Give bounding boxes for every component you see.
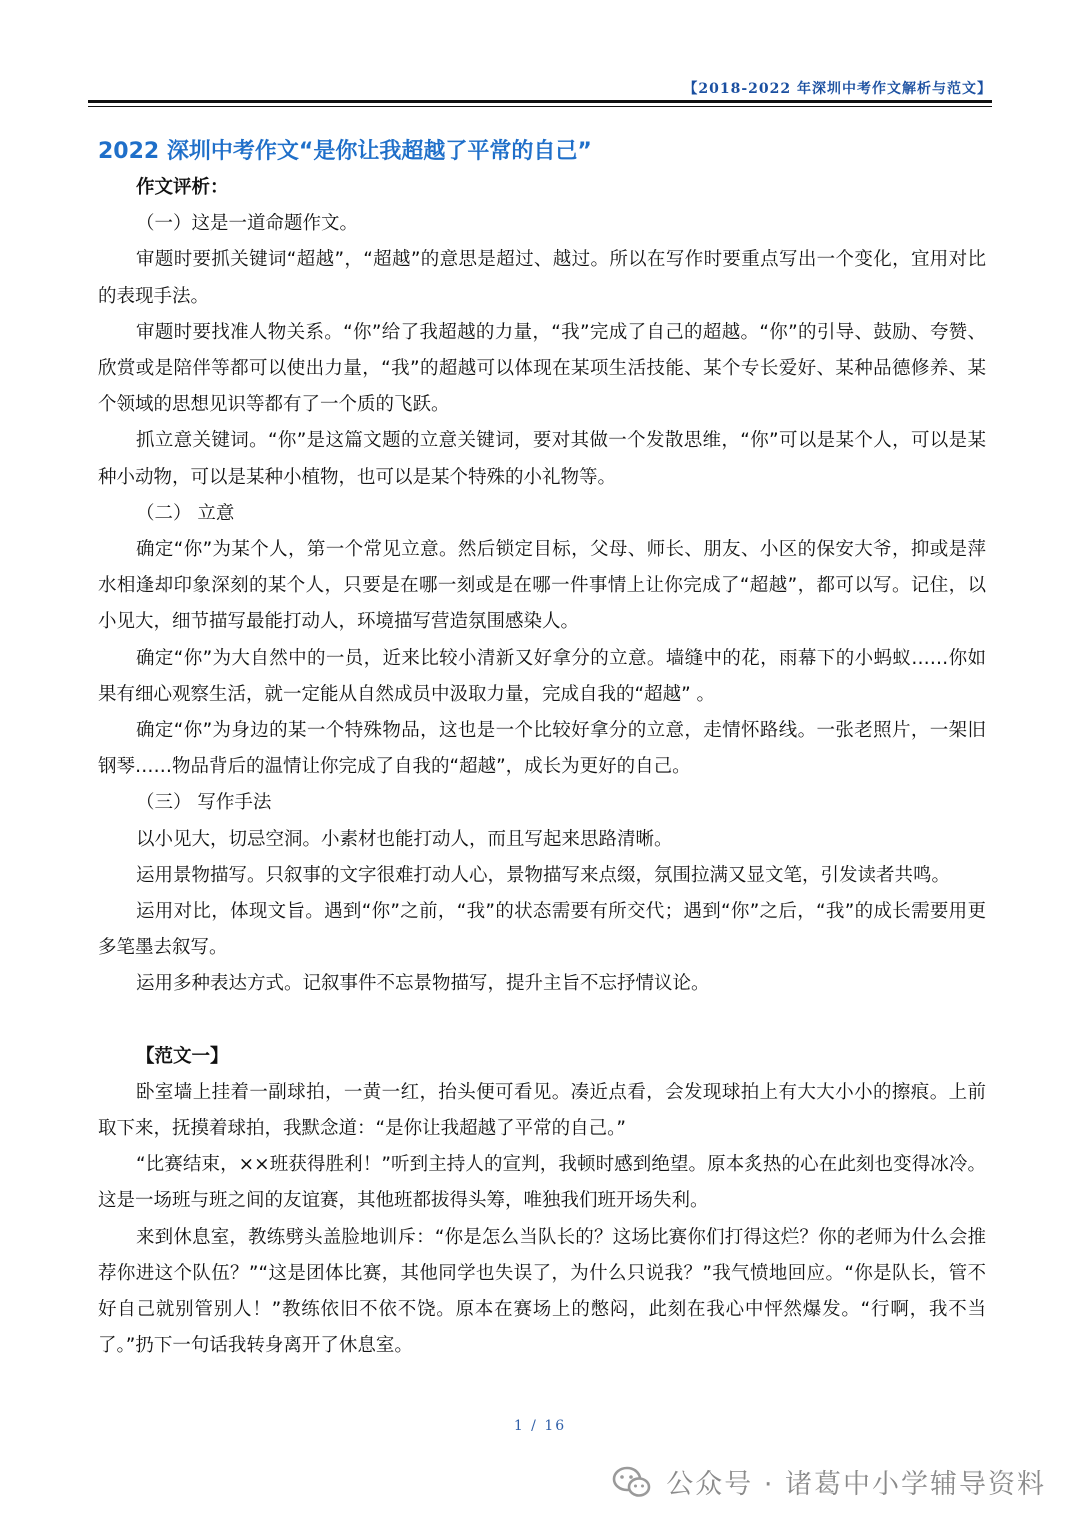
page-number: 1 / 16 [513, 1418, 567, 1434]
header-rule-thin [88, 106, 992, 107]
paragraph: 运用对比，体现文旨。遇到“你”之前，“我”的状态需要有所交代；遇到“你”之后，“我”的成长需要用更多笔墨去叙写。 [98, 901, 986, 959]
wechat-icon [612, 1465, 652, 1499]
essay-paragraph: 来到休息室，教练劈头盖脸地训斥：“你是怎么当队长的？这场比赛你们打得这烂？你的老师为什么会推荐你进这个队伍？”“这是团体比赛，其他同学也失误了，为什么只说我？”我气愤地回应。“你是队长，管不好自己就别管别人！”教练依旧不依不饶。原本在赛场上的憋闷，此刻在我心中怦然爆发。“行啊，我不当了。”扔下一句话我转身离开了休息室。 [98, 1226, 986, 1357]
section-gap [98, 1003, 986, 1039]
paragraph: （二） 立意 [136, 502, 235, 524]
article-title: 2022 深圳中考作文“是你让我超越了平常的自己” [98, 139, 592, 164]
paragraph: 确定“你”为大自然中的一员，近来比较小清新又好拿分的立意。墙缝中的花，雨幕下的小蚂蚁……你如果有细心观察生活，就一定能从自然成员中汲取力量，完成自我的“超越” 。 [98, 647, 986, 705]
paragraph: 运用多种表达方式。记叙事件不忘景物描写，提升主旨不忘抒情议论。 [136, 973, 710, 995]
paragraph: （三） 写作手法 [136, 792, 272, 814]
paragraph: （一）这是一道命题作文。 [136, 213, 359, 235]
essay-heading: 【范文一】 [136, 1045, 229, 1067]
paragraph: 以小见大，切忌空洞。小素材也能打动人，而且写起来思路清晰。 [136, 828, 673, 850]
document-body [98, 134, 986, 1365]
section-heading: 作文评析： [136, 177, 229, 198]
watermark-text: 公众号 · 诸葛中小学辅导资料 [666, 1469, 1046, 1500]
watermark [612, 1462, 1046, 1501]
paragraph: 确定“你”为某个人，第一个常见立意。然后锁定目标，父母、师长、朋友、小区的保安大爷，抑或是萍水相逢却印象深刻的某个人，只要是在哪一刻或是在哪一件事情上让你完成了“超越”，都可以写。记住，以小见大，细节描写最能打动人，环境描写营造氛围感染人。 [98, 539, 986, 633]
paragraph: 运用景物描写。只叙事的文字很难打动人心，景物描写来点缀，氛围拉满又显文笔，引发读者共鸣。 [136, 864, 951, 886]
header-rule-thick [88, 100, 992, 103]
paragraph: 确定“你”为身边的某一个特殊物品，这也是一个比较好拿分的立意，走情怀路线。一张老照片，一架旧钢琴……物品背后的温情让你完成了自我的“超越”，成长为更好的自己。 [98, 720, 986, 778]
essay-paragraph: “比赛结束，××班获得胜利！”听到主持人的宣判，我顿时感到绝望。原本炙热的心在此刻也变得冰冷。这是一场班与班之间的友谊赛，其他班都拔得头筹，唯独我们班开场失利。 [98, 1154, 986, 1212]
paragraph: 审题时要找准人物关系。“你”给了我超越的力量，“我”完成了自己的超越。“你”的引导、鼓励、夸赞、欣赏或是陪伴等都可以使出力量，“我”的超越可以体现在某项生活技能、某个专长爱好、某种品德修养、某个领域的思想见识等都有了一个质的飞跃。 [98, 321, 986, 416]
document-header: 【2018-2022 年深圳中考作文解析与范文】 [683, 81, 992, 97]
paragraph: 抓立意关键词。“你”是这篇文题的立意关键词，要对其做一个发散思维，“你”可以是某个人，可以是某种小动物，可以是某种小植物，也可以是某个特殊的小礼物等。 [98, 430, 986, 488]
essay-paragraph: 卧室墙上挂着一副球拍，一黄一红，抬头便可看见。凑近点看，会发现球拍上有大大小小的擦痕。上前取下来，抚摸着球拍，我默念道：“是你让我超越了平常的自己。” [98, 1081, 986, 1140]
paragraph: 审题时要抓关键词“超越”，“超越”的意思是超过、越过。所以在写作时要重点写出一个变化，宜用对比的表现手法。 [98, 249, 986, 307]
